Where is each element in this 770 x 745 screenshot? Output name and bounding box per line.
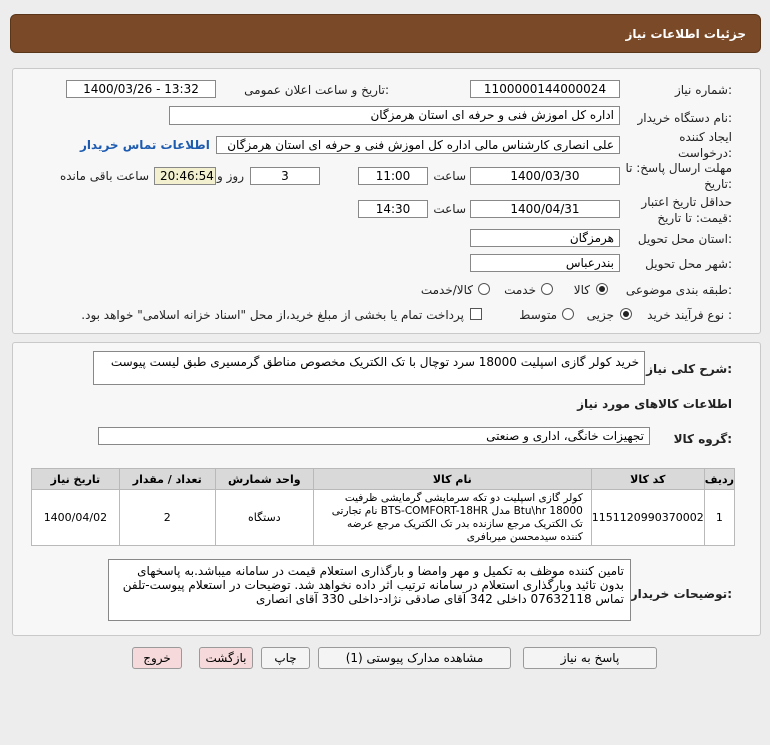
process-option-minor: جزیی bbox=[586, 308, 614, 322]
validity-label: حداقل تاریخ اعتبار قیمت: تا تاریخ: bbox=[641, 195, 732, 225]
province-field: هرمزگان bbox=[470, 229, 620, 247]
table-row bbox=[32, 490, 735, 546]
exit-button[interactable]: خروج bbox=[132, 647, 182, 669]
col-date: تاریخ نیاز bbox=[32, 469, 120, 490]
category-label: طبقه بندی موضوعی: bbox=[625, 283, 732, 297]
announce-field: 1400/03/26 - 13:32 bbox=[66, 80, 216, 98]
description-label: شرح کلی نیاز: bbox=[646, 362, 732, 376]
buyer-notes-field: تامین کننده موظف به تکمیل و مهر وامضا و بارگذاری استعلام قیمت در سامانه میباشد.به پاسخهای بدون تائید وبارگذاری استعلام در سامانه ترتیب اثر داده نخواهد شد. توضیحات در استعلام پیوست-تلفن تماس 07632118 داخلی 342 آقای صادقی نژاد-داخلی 330 آقای انصاری bbox=[108, 559, 631, 621]
category-radio-goods-service[interactable] bbox=[478, 283, 490, 295]
remaining-time-field: 20:46:54 bbox=[154, 167, 216, 185]
category-option-service: خدمت bbox=[504, 283, 536, 297]
col-code: کد کالا bbox=[591, 469, 704, 490]
remaining-label: ساعت باقی مانده bbox=[59, 169, 149, 183]
table-header-row bbox=[32, 469, 735, 490]
treasury-payment-checkbox[interactable] bbox=[470, 308, 482, 320]
process-radio-medium[interactable] bbox=[562, 308, 574, 320]
days-field: 3 bbox=[250, 167, 320, 185]
page-title: جزئیات اطلاعات نیاز bbox=[625, 27, 746, 41]
description-field: خرید کولر گازی اسپلیت 18000 سرد توچال با تک الکتریک مخصوص مناطق گرمسیری طبق لیست پیوست bbox=[93, 351, 645, 385]
creator-label: ایجاد کننده درخواست: bbox=[678, 130, 732, 160]
goods-section-title: اطلاعات کالاهای مورد نیاز bbox=[577, 397, 732, 411]
treasury-payment-note: پرداخت تمام یا بخشی از مبلغ خرید،از محل "اسناد خزانه اسلامی" خواهد بود. bbox=[81, 308, 464, 322]
city-field: بندرعباس bbox=[470, 254, 620, 272]
cell-unit: دستگاه bbox=[215, 490, 313, 546]
process-label: نوع فرآیند خرید : bbox=[647, 308, 732, 322]
city-label: شهر محل تحویل: bbox=[645, 257, 732, 271]
cell-code: 1151120990370002 bbox=[591, 490, 704, 546]
need-number-label: شماره نیاز: bbox=[674, 83, 732, 97]
page-header bbox=[10, 14, 761, 53]
col-qty: تعداد / مقدار bbox=[119, 469, 215, 490]
cell-name: کولر گازی اسپلیت دو تکه سرمایشی گرمایشی ظرفیت 18000 Btu\hr مدل BTS-COMFORT-18HR نام تجارتی تک الکتریک مرجع سازنده بدر تک الکتریک مرجع عرضه کننده سیدمحسن میربافری bbox=[313, 490, 591, 546]
reply-button[interactable]: پاسخ به نیاز bbox=[523, 647, 657, 669]
creator-field: علی انصاری کارشناس مالی اداره کل اموزش فنی و حرفه ای استان هرمزگان bbox=[216, 136, 620, 154]
cell-row: 1 bbox=[704, 490, 734, 546]
col-name: نام کالا bbox=[313, 469, 591, 490]
cell-date: 1400/04/02 bbox=[32, 490, 120, 546]
back-button[interactable]: بازگشت bbox=[199, 647, 253, 669]
col-unit: واحد شمارش bbox=[215, 469, 313, 490]
attachments-button[interactable]: مشاهده مدارک پیوستی (1) bbox=[318, 647, 511, 669]
validity-time-label: ساعت bbox=[433, 202, 466, 216]
validity-time-field: 14:30 bbox=[358, 200, 428, 218]
validity-date-field: 1400/04/31 bbox=[470, 200, 620, 218]
category-radio-service[interactable] bbox=[541, 283, 553, 295]
category-radio-goods[interactable] bbox=[596, 283, 608, 295]
send-deadline-label: مهلت ارسال پاسخ: تا تاریخ: bbox=[625, 161, 732, 191]
buyer-field: اداره کل اموزش فنی و حرفه ای استان هرمزگان bbox=[169, 106, 620, 125]
buyer-contact-link[interactable]: اطلاعات تماس خریدار bbox=[80, 138, 210, 152]
process-option-medium: متوسط bbox=[519, 308, 557, 322]
col-row: ردیف bbox=[704, 469, 734, 490]
need-number-field: 1100000144000024 bbox=[470, 80, 620, 98]
goods-group-field: تجهیزات خانگی، اداری و صنعتی bbox=[98, 427, 650, 445]
send-date-field: 1400/03/30 bbox=[470, 167, 620, 185]
days-label: روز و bbox=[217, 169, 244, 183]
buyer-notes-label: توضیحات خریدار: bbox=[630, 587, 732, 601]
process-radio-minor[interactable] bbox=[620, 308, 632, 320]
buyer-label: نام دستگاه خریدار: bbox=[637, 111, 732, 125]
announce-label: تاریخ و ساعت اعلان عمومی: bbox=[244, 83, 389, 97]
send-time-field: 11:00 bbox=[358, 167, 428, 185]
province-label: استان محل تحویل: bbox=[637, 232, 732, 246]
goods-table bbox=[31, 468, 735, 546]
category-option-goods: کالا bbox=[573, 283, 590, 297]
cell-qty: 2 bbox=[119, 490, 215, 546]
send-time-label: ساعت bbox=[433, 169, 466, 183]
print-button[interactable]: چاپ bbox=[261, 647, 310, 669]
category-option-goods-service: کالا/خدمت bbox=[420, 283, 473, 297]
goods-group-label: گروه کالا: bbox=[673, 432, 732, 446]
